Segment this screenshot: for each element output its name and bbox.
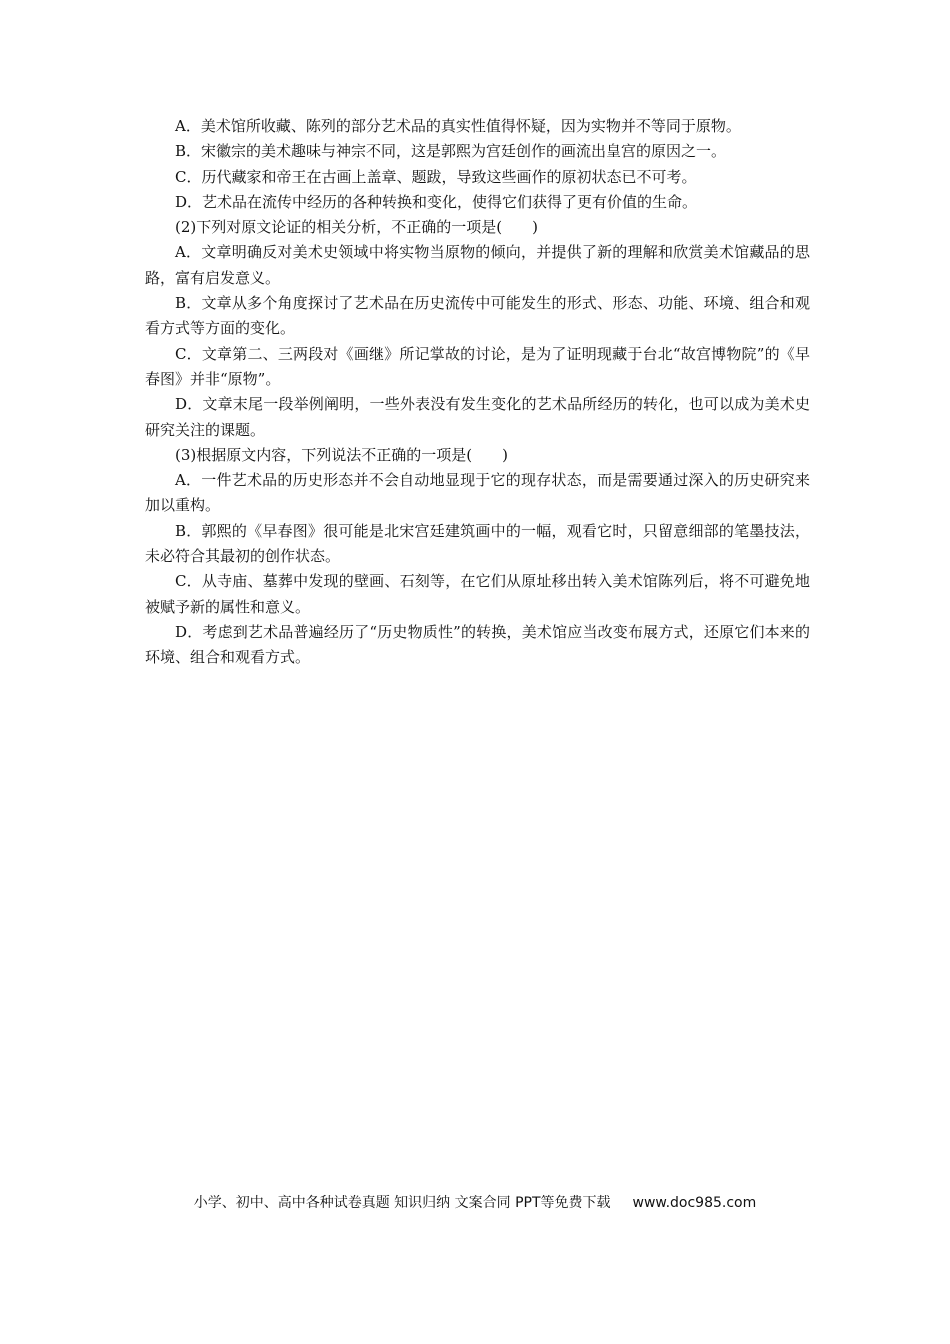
footer-url[interactable]: www.doc985.com: [632, 1195, 757, 1211]
page-footer: [0, 1192, 950, 1212]
option-b-q1: B．宋徽宗的美术趣味与神宗不同，这是郭熙为宫廷创作的画流出皇宫的原因之一。: [175, 142, 727, 161]
option-c-q2: C．文章第二、三两段对《画继》所记掌故的讨论，是为了证明现藏于台北“故宫博物院”的《早春图》并非“原物”。: [145, 344, 810, 388]
option-d-q1: D．艺术品在流传中经历的各种转换和变化，使得它们获得了更有价值的生命。: [175, 192, 698, 211]
question-2-stem: (2)下列对原文论证的相关分析，不正确的一项是( ): [175, 218, 538, 237]
option-b-q2: B．文章从多个角度探讨了艺术品在历史流传中可能发生的形式、形态、功能、环境、组合和观看方式等方面的变化。: [145, 294, 810, 338]
option-a-q2: A．文章明确反对美术史领域中将实物当原物的倾向，并提供了新的理解和欣赏美术馆藏品的思路，富有启发意义。: [145, 243, 810, 287]
footer-text: 小学、初中、高中各种试卷真题 知识归纳 文案合同 PPT等免费下载: [193, 1195, 611, 1211]
option-c-q3: C．从寺庙、墓葬中发现的壁画、石刻等，在它们从原址移出转入美术馆陈列后，将不可避免地被赋予新的属性和意义。: [145, 572, 810, 616]
option-b-q3: B．郭熙的《早春图》很可能是北宋宫廷建筑画中的一幅，观看它时，只留意细部的笔墨技法，未必符合其最初的创作状态。: [145, 521, 810, 566]
option-d-q2: D．文章末尾一段举例阐明，一些外表没有发生变化的艺术品所经历的转化，也可以成为美术史研究关注的课题。: [145, 395, 810, 439]
option-a-q1: A．美术馆所收藏、陈列的部分艺术品的真实性值得怀疑，因为实物并不等同于原物。: [175, 117, 741, 135]
question-3-stem: (3)根据原文内容，下列说法不正确的一项是( ): [175, 445, 508, 464]
option-c-q1: C．历代藏家和帝王在古画上盖章、题跋，导致这些画作的原初状态已不可考。: [175, 167, 697, 186]
option-d-q3: D．考虑到艺术品普遍经历了“历史物质性”的转换，美术馆应当改变布展方式，还原它们本来的环境、组合和观看方式。: [145, 622, 810, 667]
document-body: [145, 114, 810, 671]
option-a-q3: A．一件艺术品的历史形态并不会自动地显现于它的现存状态，而是需要通过深入的历史研究来加以重构。: [145, 471, 810, 515]
